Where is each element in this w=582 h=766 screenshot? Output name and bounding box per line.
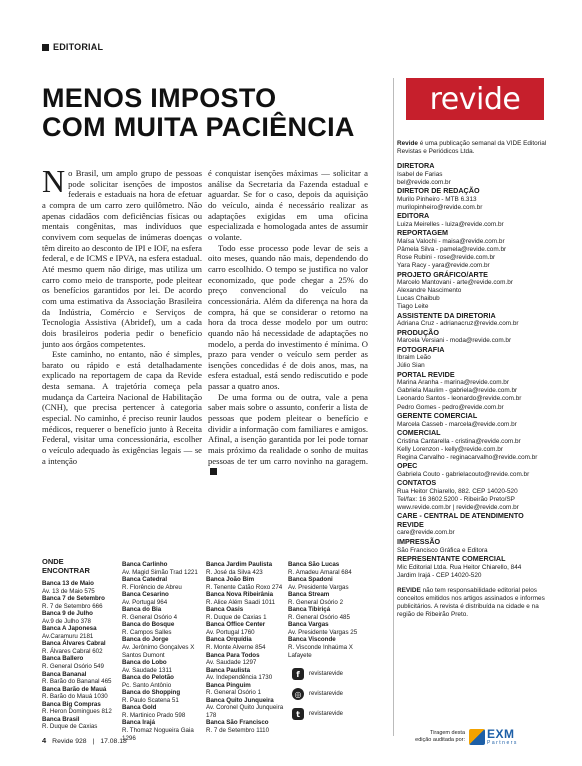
newsstand-entry xyxy=(42,686,124,701)
masthead-line: Marcela Casseb - marcela@revide.com.br xyxy=(397,420,517,428)
masthead-heading: REPORTAGEM xyxy=(397,228,448,238)
onde-column xyxy=(42,580,124,731)
footer-divider: | xyxy=(92,738,95,745)
masthead-line: Lucas Chaibub xyxy=(397,295,440,303)
newsstand-entry xyxy=(122,606,204,621)
newsstand-name: Banca do Pelotão xyxy=(122,674,174,682)
newsstand-address: Pc. Santo Antônio xyxy=(122,681,172,689)
newsstand-name: Banca Quito Junqueira xyxy=(206,696,274,704)
newsstand-name: Banca do Lobo xyxy=(122,659,167,667)
masthead-heading: DIRETORA xyxy=(397,161,435,171)
newsstand-name: Banca 13 de Maio xyxy=(42,580,94,587)
masthead-line: Gabriela Maulim - gabriela@revide.com.br xyxy=(397,387,518,395)
newsstand-entry xyxy=(288,606,370,621)
newsstand-entry xyxy=(288,636,370,659)
masthead-section xyxy=(397,346,547,371)
article-paragraph xyxy=(208,392,368,477)
newsstand-address: R. Martinico Prado 598 xyxy=(122,711,186,719)
masthead-line: Tel/fax: 16 3602.5200 - Ribeirão Preto/SP xyxy=(397,495,515,503)
article-column-1 xyxy=(42,163,202,466)
masthead-line: Cristina Cantarella - cristina@revide.com.br xyxy=(397,437,521,445)
masthead-line: bel@revide.com.br xyxy=(397,178,451,186)
newsstand-address: Av. Independência 1730 xyxy=(206,674,273,682)
social-row[interactable] xyxy=(292,704,343,724)
social-links xyxy=(292,664,343,724)
article-column-2 xyxy=(208,168,368,477)
newsstand-address: R. Monte Alverne 854 xyxy=(206,644,266,652)
exm-logo xyxy=(469,728,541,746)
newsstand-entry xyxy=(42,640,124,655)
newsstand-name: Banca Bananal xyxy=(42,670,87,678)
newsstand-entry xyxy=(122,591,204,606)
newsstand-address: Av.Caramuru 2181 xyxy=(42,632,94,640)
newsstand-entry xyxy=(42,595,124,610)
exm-wordmark xyxy=(487,726,518,746)
newsstand-address: R. General Osório 549 xyxy=(42,663,104,671)
masthead-heading: CARE - CENTRAL DE ATENDIMENTO REVIDE xyxy=(397,511,524,529)
newsstand-address: R. Barão do Mauá 1030 xyxy=(42,693,108,701)
column-divider xyxy=(393,78,394,736)
facebook-icon: f xyxy=(292,668,304,680)
masthead-line: Yara Racy - yara@revide.com.br xyxy=(397,261,490,269)
newsstand-name: Banca Jardim Paulista xyxy=(206,561,273,568)
newsstand-entry xyxy=(206,591,288,606)
masthead-section xyxy=(397,162,547,187)
masthead-heading: OPEC xyxy=(397,461,418,471)
page-number: 4 xyxy=(42,736,47,745)
newsstand-address: Av. Presidente Vargas xyxy=(288,583,349,591)
social-handle: revistarevide xyxy=(309,711,344,717)
masthead-line: Adriana Cruz - adrianacruz@revide.com.br xyxy=(397,320,519,328)
newsstand-entry xyxy=(206,652,288,667)
newsstand-entry xyxy=(122,659,204,674)
masthead-heading: GERENTE COMERCIAL xyxy=(397,411,478,421)
masthead-heading: DIRETOR DE REDAÇÃO xyxy=(397,186,480,196)
newsstand-address: R. Thomaz Nogueira Gaia 1296 xyxy=(122,727,194,742)
newsstand-address: R. General Osório 4 xyxy=(122,613,178,621)
revide-logo xyxy=(406,78,544,120)
masthead-line: Júlio Sian xyxy=(397,362,425,370)
newsstand-entry xyxy=(206,621,288,636)
masthead-line: Isabel de Farias xyxy=(397,170,443,178)
newsstand-entry xyxy=(206,576,288,591)
masthead-intro-brand: Revide xyxy=(397,140,418,147)
newsstand-entry xyxy=(288,591,370,606)
newsstand-name: Banca Irajá xyxy=(122,719,156,727)
newsstand-address: Av.9 de Julho 378 xyxy=(42,617,91,625)
end-mark-icon xyxy=(210,468,217,475)
social-row[interactable] xyxy=(292,684,343,704)
logo-text: revide xyxy=(429,81,521,117)
masthead-heading: PRODUÇÃO xyxy=(397,327,439,337)
masthead-line: Marcela Versiani - moda@revide.com.br xyxy=(397,337,512,345)
masthead-section xyxy=(397,212,547,229)
newsstand-address: Av. Coronel Quito Junqueira 178 xyxy=(206,704,284,719)
newsstand-address: Av. Saudade 1311 xyxy=(122,666,172,674)
headline xyxy=(42,84,387,142)
newsstand-address: R. Barão do Bananal 465 xyxy=(42,678,112,686)
exm-brand: EXM xyxy=(487,726,515,741)
newsstand-address: R. Álvares Cabral 602 xyxy=(42,647,103,655)
newsstand-name: Banca Nova Ribeirânia xyxy=(206,591,274,599)
masthead-line: murilopinheiro@revide.com.br xyxy=(397,203,483,211)
newsstand-address: R. Alice Além Saadi 1011 xyxy=(206,598,276,606)
newsstand-address: R. Amadeu Amaral 684 xyxy=(288,568,352,576)
masthead-line: Marina Aranha - marina@revide.com.br xyxy=(397,379,509,387)
masthead-heading: CONTATOS xyxy=(397,478,437,488)
masthead-sections xyxy=(397,162,547,580)
article-paragraph: é conquistar isenções máximas — solicitar a análise da Secretaria da Fazenda estadual e aguardar. Se for o caso, depois da aquisição do veículo, ainda é necessário realizar as adaptações exigidas em uma oficina especializada e homologada antes de assumir o volante. xyxy=(208,168,368,242)
newsstand-entry xyxy=(42,671,124,686)
masthead-section xyxy=(397,329,547,346)
newsstand-address: Av. Portugal 1760 xyxy=(206,628,255,636)
newsstand-entry xyxy=(42,716,124,731)
newsstand-name: Banca Barão de Mauá xyxy=(42,685,107,693)
newsstand-name: Banca Paulista xyxy=(206,666,251,674)
newsstand-name: Banca Oasis xyxy=(206,606,244,614)
newsstand-entry xyxy=(206,561,288,576)
newsstand-name: Banca Ballero xyxy=(42,655,84,663)
newsstand-name: Banca Office Center xyxy=(206,621,266,629)
masthead-disclaimer xyxy=(397,587,547,619)
newsstand-entry xyxy=(206,667,288,682)
newsstand-address: R. Campos Salles xyxy=(122,628,172,636)
newsstand-name: Banca 7 de Setembro xyxy=(42,595,105,603)
headline-line-2: COM MUITA PACIÊNCIA xyxy=(42,112,355,142)
onde-column xyxy=(122,561,204,742)
instagram-icon: ◎ xyxy=(292,688,304,700)
masthead-section xyxy=(397,462,547,479)
newsstand-address: R. Duque de Caxias xyxy=(42,723,98,731)
newsstand-entry xyxy=(288,621,370,636)
masthead-section xyxy=(397,312,547,329)
newsstand-address: R. Visconde Inhaúma X Lafayete xyxy=(288,644,353,659)
masthead-line: Marcelo Mantovani - arte@revide.com.br xyxy=(397,279,513,287)
social-handle: revistarevide xyxy=(309,671,344,677)
newsstand-entry xyxy=(122,689,204,704)
masthead-line: Maísa Valochi - maisa@revide.com.br xyxy=(397,237,505,245)
article-paragraph: Todo esse processo pode levar de seis a oito meses, quando não mais, dependendo do carro escolhido. O tempo se justifica no valor economizado, que pode chegar a 25% do preço convencional do veículo na concessionária. Além da diferença na hora da compra, há que se considerar o retorno na hora da troca desse modelo por um outro: quando não há necessidade de adaptações no modelo, a perda do investimento é mínima. O prazo para vender o veículo sem perder as isenções concedidas é de dois anos, mas, na esfera estadual, está sendo rediscutido e pode passar a quatro anos. xyxy=(208,242,368,392)
newsstand-name: Banca Gold xyxy=(122,704,157,712)
masthead-line: Leonardo Santos - leonardo@revide.com.br xyxy=(397,395,522,403)
newsstand-name: Banca A Japonesa xyxy=(42,625,97,633)
newsstand-entry xyxy=(122,561,204,576)
masthead-line: Alexandre Nascimento xyxy=(397,287,462,295)
masthead-heading: PORTAL REVIDE xyxy=(397,369,455,379)
issue-date: 17.08.18 xyxy=(100,738,127,745)
newsstand-address: Av. Portugal 964 xyxy=(122,598,168,606)
masthead-disclaimer-text: não tem responsabilidade editorial pelos conceitos emitidos nos artigos assinados e informes publicitários. A revista é distribuída na cidade e na região de Ribeirão Preto. xyxy=(397,586,545,618)
newsstand-name: Banca do Bia xyxy=(122,606,162,614)
masthead xyxy=(397,140,547,619)
newsstand-entry xyxy=(206,697,288,720)
newsstand-name: Banca Cesarino xyxy=(122,591,169,599)
onde-title xyxy=(42,557,90,575)
newsstand-name: Banca Carlinho xyxy=(122,561,168,568)
newsstand-entry xyxy=(122,636,204,659)
newsstand-entry xyxy=(122,674,204,689)
section-tag xyxy=(42,42,103,52)
masthead-line: Luiza Meirelles - luiza@revide.com.br xyxy=(397,220,504,228)
masthead-section xyxy=(397,555,547,580)
audit-text xyxy=(405,730,465,744)
masthead-section xyxy=(397,512,547,537)
newsstand-address: R. General Osório 2 xyxy=(288,598,344,606)
newsstand-name: Banca Pinguim xyxy=(206,681,251,689)
masthead-line: Mic Editorial Ltda. Rua Heitor Chiarello, 844 xyxy=(397,563,522,571)
newsstand-name: Banca Stream xyxy=(288,591,330,599)
masthead-line: Rose Rubini - rose@revide.com.br xyxy=(397,253,496,261)
newsstand-name: Banca Para Todos xyxy=(206,651,260,659)
newsstand-entry xyxy=(42,610,124,625)
newsstand-address: R. José da Silva 423 xyxy=(206,568,263,576)
social-handle: revistarevide xyxy=(309,691,344,697)
newsstand-address: Av. Jerônimo Gonçalves X Santos Dumont xyxy=(122,644,195,659)
newsstand-name: Banca Catedral xyxy=(122,576,168,584)
twitter-icon: t xyxy=(292,708,304,720)
newsstand-name: Banca Vargas xyxy=(288,621,329,629)
masthead-line: Tiago Leite xyxy=(397,303,429,311)
exm-brand-sub: Partners xyxy=(487,739,518,746)
newsstand-entry xyxy=(42,655,124,670)
newsstand-name: Banca São Francisco xyxy=(206,719,269,727)
issue-label: Revide 928 xyxy=(52,738,87,745)
newsstand-name: Banca Tibiriçá xyxy=(288,606,331,614)
newsstand-address: R. Tenente Catão Roxo 274 xyxy=(206,583,283,591)
newsstand-address: Av. Presidente Vargas 25 xyxy=(288,628,358,636)
newsstand-name: Banca Orquídia xyxy=(206,636,252,644)
newsstand-address: R. Florêncio de Abreu xyxy=(122,583,182,591)
masthead-section xyxy=(397,371,547,412)
newsstand-entry xyxy=(206,636,288,651)
audit-badge xyxy=(405,728,541,746)
social-row[interactable] xyxy=(292,664,343,684)
masthead-line: care@revide.com.br xyxy=(397,529,455,537)
newsstand-entry xyxy=(206,719,288,734)
masthead-disclaimer-brand: REVIDE xyxy=(397,586,421,594)
onde-title-line-1: ONDE xyxy=(42,557,64,566)
newsstand-address: R. 7 de Setembro 666 xyxy=(42,602,103,610)
newsstand-name: Banca do Jorge xyxy=(122,636,169,644)
newsstand-address: R. Duque de Caxias 1 xyxy=(206,613,267,621)
newsstand-address: R. General Osório 1 xyxy=(206,689,262,697)
masthead-line: Gabriela Couto - gabrielacouto@revide.com.br xyxy=(397,470,530,478)
onde-column xyxy=(206,561,288,735)
newsstand-address: Av. Magid Simão Trad 1221 xyxy=(122,568,198,576)
newsstand-entry xyxy=(288,561,370,576)
masthead-heading: FOTOGRAFIA xyxy=(397,344,445,354)
masthead-section xyxy=(397,429,547,462)
masthead-section xyxy=(397,229,547,270)
audit-line-1: Tiragem desta xyxy=(430,730,465,737)
masthead-section xyxy=(397,412,547,429)
newsstand-entry xyxy=(42,580,124,595)
newsstand-name: Banca Álvares Cabral xyxy=(42,640,106,648)
exm-mark-icon xyxy=(469,729,485,745)
newsstand-entry xyxy=(42,701,124,716)
headline-line-1: MENOS IMPOSTO xyxy=(42,83,277,113)
audit-line-2: edição auditada por: xyxy=(415,737,465,743)
newsstand-entry xyxy=(122,576,204,591)
masthead-heading: COMERCIAL xyxy=(397,428,441,438)
masthead-line: Pâmela Silva - pamela@revide.com.br xyxy=(397,245,507,253)
newsstand-entry xyxy=(122,719,204,742)
page-footer xyxy=(42,736,127,745)
newsstand-entry xyxy=(206,606,288,621)
masthead-line: Regina Carvalho - reginacarvalho@revide.com.br xyxy=(397,453,538,461)
newsstand-entry xyxy=(206,682,288,697)
masthead-section xyxy=(397,538,547,555)
section-label: EDITORIAL xyxy=(53,42,104,52)
masthead-line: Ibraim Leão xyxy=(397,354,431,362)
masthead-heading: REPRESENTANTE COMERCIAL xyxy=(397,554,506,564)
onde-title-line-2: ENCONTRAR xyxy=(42,566,90,575)
newsstand-entry xyxy=(288,576,370,591)
article-paragraph xyxy=(42,163,202,349)
newsstand-name: Banca São Lucas xyxy=(288,561,340,568)
masthead-line: Pedro Gomes - pedro@revide.com.br xyxy=(397,403,504,411)
article-paragraph: Este caminho, no entanto, não é simples, barato ou rápido e está detalhadamente explicado na reportagem de capa da Revide desta semana. A trajetória começa pela mudança da Carteira Nacional de Habilitação (CNH), que precisa pertencer à categoria especial. No caminho, é preciso reunir laudos médicos, requerer o benefício junto à Receita Federal, visitar uma concessionária, escolher o veículo adequado às exigências legais — se a intenção xyxy=(42,349,202,466)
masthead-heading: ASSISTENTE DA DIRETORIA xyxy=(397,310,496,320)
newsstand-name: Banca João Bim xyxy=(206,576,255,584)
masthead-line: Kelly Lorenzon - kelly@revide.com.br xyxy=(397,445,503,453)
newsstand-name: Banca 9 de Julho xyxy=(42,610,93,618)
newsstand-name: Banca do Shopping xyxy=(122,689,181,697)
newsstand-name: Banca Big Compras xyxy=(42,700,101,708)
newsstand-name: Banca Visconde xyxy=(288,636,336,644)
newsstand-name: Banca Brasil xyxy=(42,715,80,723)
newsstand-name: Banca do Bosque xyxy=(122,621,175,629)
masthead-intro-text: é uma publicação semanal da VIDE Editorial Revistas e Periódicos Ltda. xyxy=(397,140,547,156)
newsstand-entry xyxy=(42,625,124,640)
masthead-line: www.revide.com.br | revide@revide.com.br xyxy=(397,503,519,511)
article-text: De uma forma ou de outra, vale a pena saber mais sobre o assunto, conferir a lista de pessoas que podem pleitear o benefício e dividir a informação com familiares e amigos. Afinal, a isenção garantida por lei pode tornar mais próximo da realidade o sonho de muitas pessoas de ter um carro novinho na garagem. xyxy=(208,391,368,466)
masthead-heading: IMPRESSÃO xyxy=(397,537,441,546)
newsstand-address: R. General Osório 485 xyxy=(288,613,350,621)
drop-cap: N xyxy=(42,163,66,199)
masthead-heading: EDITORA xyxy=(397,211,430,221)
newsstand-entry xyxy=(122,621,204,636)
newsstand-address: R. Heron Domingues 812 xyxy=(42,708,112,716)
newsstand-address: R. Paulo Scatena 51 xyxy=(122,696,179,704)
masthead-line: Murilo Pinheiro - MTB 6.313 xyxy=(397,195,477,203)
newsstand-entry xyxy=(122,704,204,719)
onde-column xyxy=(288,561,370,659)
newsstand-address: R. 7 de Setembro 1110 xyxy=(206,727,270,735)
newsstand-address: Av. 13 de Maio 575 xyxy=(42,587,95,595)
masthead-section xyxy=(397,479,547,512)
masthead-line: Rua Heitor Chiarello, 882. CEP 14020-520 xyxy=(397,487,518,495)
masthead-line: São Francisco Gráfica e Editora xyxy=(397,546,488,554)
square-bullet-icon xyxy=(42,44,49,51)
masthead-section xyxy=(397,271,547,312)
masthead-intro xyxy=(397,140,547,156)
newsstand-name: Banca Spadoni xyxy=(288,576,333,584)
newsstand-address: Av. Saudade 1297 xyxy=(206,659,257,667)
masthead-section xyxy=(397,187,547,212)
masthead-heading: PROJETO GRÁFICO/ARTE xyxy=(397,269,488,279)
article-text: o Brasil, um amplo grupo de pessoas pode solicitar isenções de impostos federais e estaduais na hora de efetuar a compra de um carro zero quilômetro. Não apenas cidadãos com deficiências físicas ou mentais congênitas, mas indivíduos que convivem com sequelas de inúmeras doenças têm direito ao desconto de IPI e IOF, na esfera federal, e de ICMS e IPVA, na esfera estadual. Até mesmo quem não dirige, mas utiliza um carro como meio de transporte, pode pleitear os benefícios garantidos por lei. De acordo com uma estimativa da Associação Brasileira da Indústria, Comércio e Serviços de Tecnologia Assistiva (Abridef), um a cada dois brasileiros poderia pedir o benefício junto aos órgãos competentes. xyxy=(42,168,202,349)
masthead-line: Jardim Irajá - CEP 14020-520 xyxy=(397,571,482,579)
